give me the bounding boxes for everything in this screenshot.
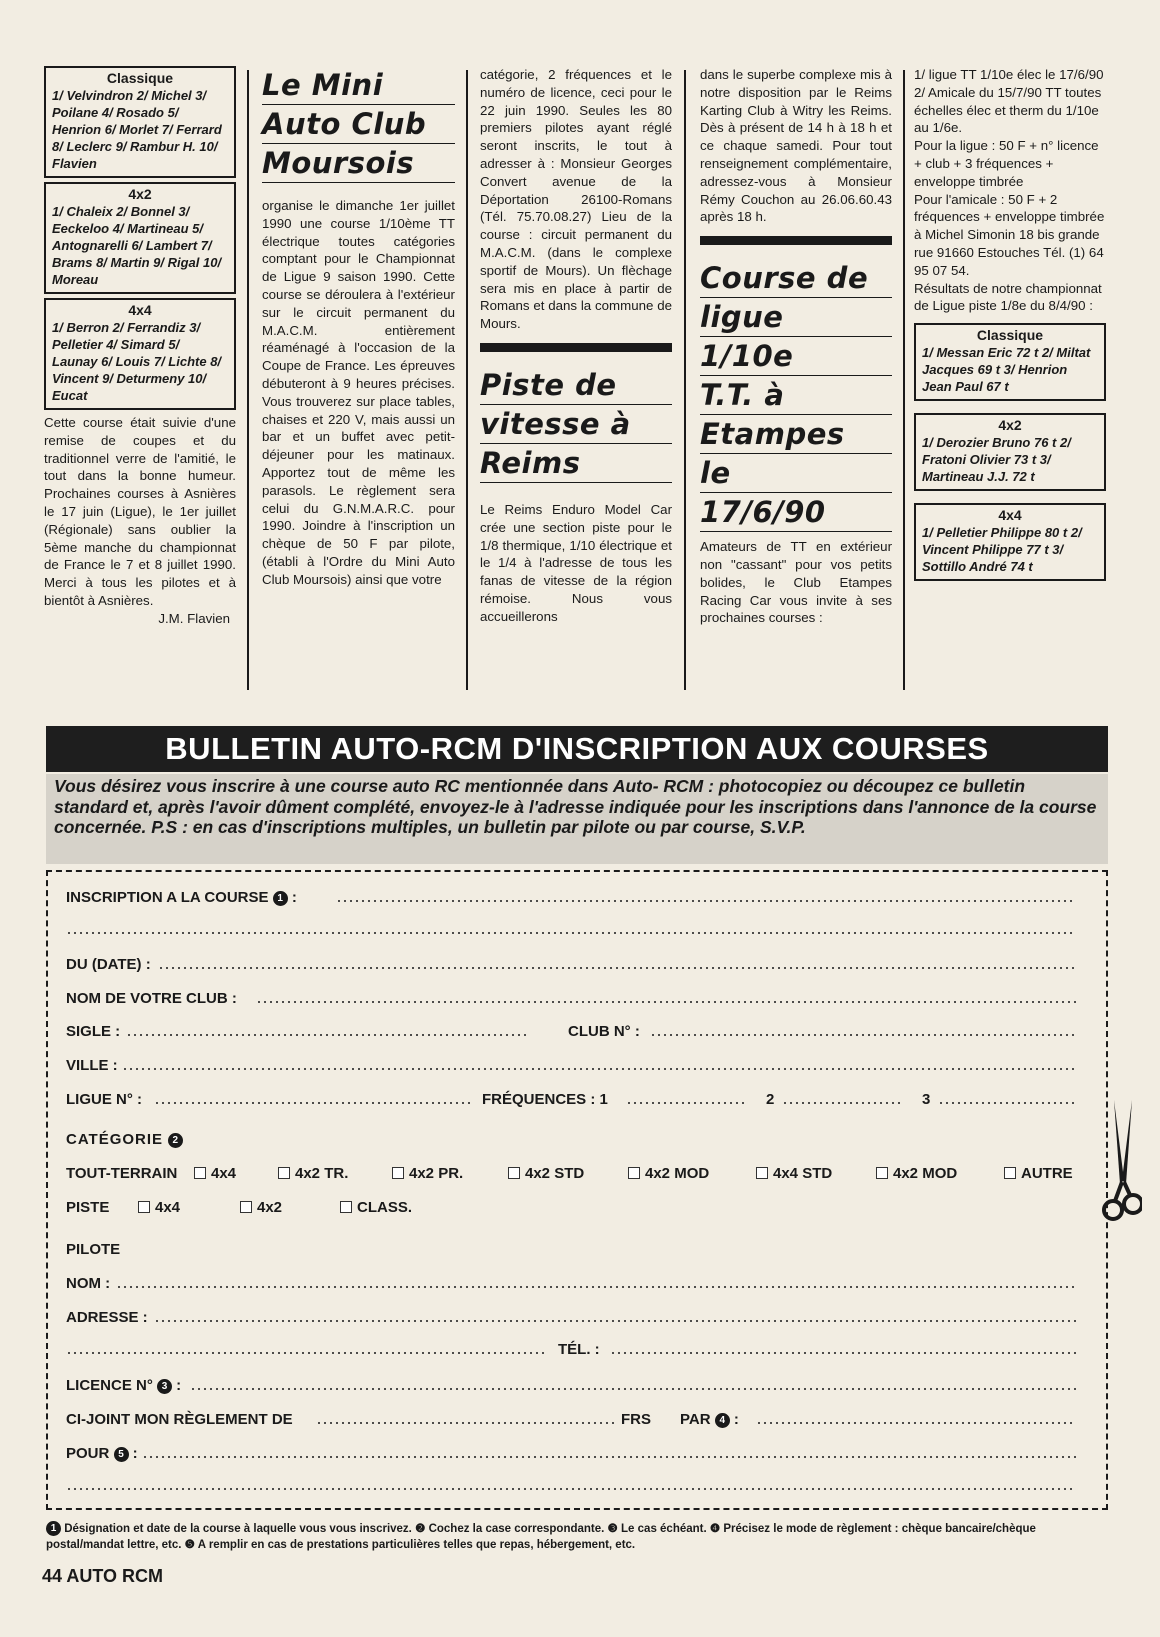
- registration-form: [46, 870, 1108, 1510]
- section-rule: [700, 236, 892, 245]
- field-label: LIGUE N° :: [66, 1091, 142, 1108]
- headline-line: Piste de: [480, 366, 672, 405]
- field-label: 3: [922, 1091, 931, 1108]
- field-label: DU (DATE) :: [66, 956, 151, 973]
- checkbox-piste-class[interactable]: CLASS.: [340, 1198, 412, 1218]
- bulletin-title: BULLETIN AUTO-RCM D'INSCRIPTION AUX COURSES: [46, 726, 1108, 772]
- field-tout-terrain: [66, 1164, 1076, 1184]
- reglement-input[interactable]: [316, 1422, 616, 1424]
- footnote-marker: 1: [273, 891, 288, 906]
- headline-line: ligue: [700, 298, 892, 337]
- field-label: 2: [766, 1091, 775, 1108]
- field-categorie: [66, 1130, 1076, 1150]
- column-2: [262, 66, 455, 589]
- column-divider: [466, 70, 468, 690]
- results-box-4x2: [44, 182, 236, 294]
- field-ligue: [66, 1090, 1076, 1110]
- field-label: PILOTE: [66, 1241, 121, 1258]
- footnote-marker: 4: [715, 1413, 730, 1428]
- field-piste: [66, 1198, 1076, 1218]
- field-label: SIGLE :: [66, 1023, 121, 1040]
- bulletin-intro: Vous désirez vous inscrire à une course auto RC mentionnée dans Auto- RCM : photocopiez ou découpez ce bulletin standard et, après l'avoir dûment complété, envoyez-le à l'adresse indiquée pour les inscriptions dans l'annonce de la course concernée. P.S : en cas d'inscriptions multiples, un bulletin par pilote ou par course, S.V.P.: [46, 774, 1108, 864]
- headline-mini-auto-club: [262, 66, 455, 183]
- club-name-input[interactable]: [256, 1001, 1076, 1003]
- nom-input[interactable]: [116, 1286, 1076, 1288]
- footnote-marker: 1: [46, 1521, 61, 1536]
- checkbox-tt-4x2-mod-2[interactable]: 4x2 MOD: [876, 1164, 957, 1184]
- column-3: [480, 66, 672, 626]
- section-rule: [480, 343, 672, 352]
- footnote-marker: 3: [157, 1379, 172, 1394]
- results-text: 1/ Pelletier Philippe 80 t 2/ Vincent Philippe 77 t 3/ Sottillo André 74 t: [922, 525, 1082, 575]
- payment-mode-input[interactable]: [756, 1422, 1076, 1424]
- article-text: dans le superbe complexe mis à notre disposition par le Reims Karting Club à Witry les Reims. Dès à présent de 14 h à 18 h et ce chaque samedi. Pour tout renseignement complémentaire, adressez-vous à Monsieur Rémy Couchon au 26.06.60.43 après 18 h.: [700, 67, 892, 225]
- ville-input[interactable]: [122, 1068, 1076, 1070]
- headline-course-ligue: [700, 259, 892, 532]
- field-label: FRÉQUENCES : 1: [482, 1091, 608, 1108]
- field-label: PAR: [680, 1411, 711, 1428]
- field-inscription-line2: [66, 920, 1076, 940]
- column-1: [44, 66, 236, 628]
- frequency-3-input[interactable]: [938, 1102, 1076, 1104]
- results-title: 4x2: [128, 186, 152, 202]
- results-title: 4x2: [998, 417, 1022, 434]
- results-text: 1/ Berron 2/ Ferrandiz 3/ Pelletier 4/ Simard 5/ Launay 6/ Louis 7/ Lichte 8/ Vincent 9/ Deturmeny 10/ Eucat: [52, 320, 222, 403]
- field-label: POUR: [66, 1445, 110, 1462]
- results-text: 1/ Velvindron 2/ Michel 3/ Poilane 4/ Rosado 5/ Henrion 6/ Morlet 7/ Ferrard 8/ Leclerc 9/ Rambur H. 10/ Flavien: [52, 88, 222, 171]
- headline-line: le: [700, 454, 892, 493]
- field-pour-line2: [66, 1476, 1076, 1496]
- field-date: [66, 955, 1076, 975]
- results-title: Classique: [106, 70, 174, 86]
- headline-line: 17/6/90: [700, 493, 892, 532]
- field-ville: [66, 1056, 1076, 1076]
- field-label: CI-JOINT MON RÈGLEMENT DE: [66, 1411, 293, 1428]
- field-reglement: CI-JOINT MON RÈGLEMENT DE FRS PAR 4 :: [66, 1410, 1076, 1430]
- article-text: catégorie, 2 fréquences et le numéro de licence, ceci pour le 22 juin 1990. Seules les 80 premiers pilotes ayant réglé seront inscrits, le tout à adresser à : Monsieur Georges Convert avenue de la Déportation 26100-Romans (Tél. 75.70.08.27) Lieu de la course : circuit permanent du M.A.C.M. (dans le complexe sportif de Mours). Un flèchage sera mis en place à partir de Romans et dans la commune de Mours.: [480, 67, 672, 332]
- footnote-marker: 5: [114, 1447, 129, 1462]
- article-signature: J.M. Flavien: [158, 610, 230, 626]
- field-adresse: [66, 1308, 1076, 1328]
- article-text: Amateurs de TT en extérieur non "cassant" pour vos petits bolides, le Club Etampes Racing Car vous invite à ses prochaines courses :: [700, 539, 892, 626]
- headline-line: Reims: [480, 444, 672, 483]
- field-nom: [66, 1274, 1076, 1294]
- field-label: TÉL. :: [558, 1341, 600, 1358]
- field-label: CATÉGORIE: [66, 1131, 164, 1148]
- headline-line: Etampes: [700, 415, 892, 454]
- checkbox-tt-4x4-std[interactable]: 4x4 STD: [756, 1164, 832, 1184]
- results-text: 1/ Messan Eric 72 t 2/ Miltat Jacques 69 t 3/ Henrion Jean Paul 67 t: [922, 345, 1091, 395]
- results-box-4x2: [914, 413, 1106, 491]
- field-inscription: INSCRIPTION A LA COURSE 1 :: [66, 888, 1076, 908]
- column-divider: [684, 70, 686, 690]
- headline-piste-reims: [480, 366, 672, 483]
- field-pour: POUR 5 :: [66, 1444, 1076, 1464]
- results-box-classique: [44, 66, 236, 178]
- ligue-input[interactable]: [154, 1102, 474, 1104]
- results-text: 1/ Chaleix 2/ Bonnel 3/ Eeckeloo 4/ Martineau 5/ Antognarelli 6/ Lambert 7/ Brams 8/ Martin 9/ Rigal 10/ Moreau: [52, 204, 222, 287]
- field-sigle: [66, 1022, 1076, 1042]
- date-input[interactable]: [158, 967, 1076, 969]
- column-4: [700, 66, 892, 627]
- checkbox-tt-4x2-std[interactable]: 4x2 STD: [508, 1164, 584, 1184]
- page-number: 44 AUTO RCM: [42, 1566, 164, 1586]
- headline-line: Course de: [700, 259, 892, 298]
- frequency-2-input[interactable]: [782, 1102, 902, 1104]
- headline-line: vitesse à: [480, 405, 672, 444]
- checkbox-piste-4x4[interactable]: 4x4: [138, 1198, 180, 1218]
- results-box-4x4: [44, 298, 236, 410]
- footnotes: [46, 1521, 1108, 1553]
- scissors-icon: [1102, 1100, 1142, 1240]
- pour-input-line2[interactable]: [66, 1488, 1076, 1490]
- field-pilote: [66, 1240, 1076, 1260]
- field-licence: LICENCE N° 3 :: [66, 1376, 1076, 1396]
- adresse-input-line2[interactable]: [66, 1352, 546, 1354]
- field-label: ADRESSE :: [66, 1309, 148, 1326]
- field-label: NOM :: [66, 1275, 111, 1292]
- pour-input[interactable]: [142, 1456, 1076, 1458]
- footnote-marker: 2: [168, 1133, 183, 1148]
- checkbox-tt-4x2-mod[interactable]: 4x2 MOD: [628, 1164, 709, 1184]
- footnotes-text: Désignation et date de la course à laquelle vous vous inscrivez. ❷ Cochez la case correspondante. ❸ Le cas échéant. ❹ Précisez le mode de règlement : chèque bancaire/chèque postal/mandat lettre, etc. ❺ A remplir en cas de prestations particulières telles que repas, hébergement, etc.: [46, 1523, 1036, 1551]
- inscription-input-line2[interactable]: [66, 932, 1076, 934]
- field-label: CLUB N° :: [568, 1023, 640, 1040]
- tel-input[interactable]: [610, 1352, 1076, 1354]
- headline-line: Moursois: [262, 144, 455, 183]
- results-text: 1/ Derozier Bruno 76 t 2/ Fratoni Olivier 73 t 3/ Martineau J.J. 72 t: [922, 435, 1071, 485]
- licence-input[interactable]: [190, 1388, 1076, 1390]
- inscription-input[interactable]: [336, 900, 1076, 902]
- field-label: LICENCE N°: [66, 1377, 153, 1394]
- field-label: VILLE :: [66, 1057, 118, 1074]
- field-label: TOUT-TERRAIN: [66, 1165, 178, 1182]
- field-club-name: [66, 989, 1076, 1009]
- article-text: 1/ ligue TT 1/10e élec le 17/6/90 2/ Amicale du 15/7/90 TT toutes échelles élec et therm du 1/10e au 1/6e. Pour la ligue : 50 F + n° licence + club + 3 fréquences + enveloppe timbrée Pour l'amicale : 50 F + 2 fréquences + enveloppe timbrée à Michel Simonin 18 bis grande rue 91660 Estouches Tél. (1) 64 95 07 54. Résultats de notre championnat de Ligue piste 1/8e du 8/4/90 :: [914, 67, 1105, 314]
- field-label: NOM DE VOTRE CLUB :: [66, 990, 237, 1007]
- results-box-classique: [914, 323, 1106, 401]
- field-tel: [66, 1340, 1076, 1360]
- column-divider: [903, 70, 905, 690]
- checkbox-tt-4x2-tr[interactable]: 4x2 TR.: [278, 1164, 348, 1184]
- checkbox-tt-4x2-pr[interactable]: 4x2 PR.: [392, 1164, 463, 1184]
- checkbox-piste-4x2[interactable]: 4x2: [240, 1198, 282, 1218]
- sigle-input[interactable]: [126, 1034, 526, 1036]
- results-title: 4x4: [128, 302, 152, 318]
- column-divider: [247, 70, 249, 690]
- results-title: Classique: [976, 327, 1044, 344]
- checkbox-tt-4x4[interactable]: 4x4: [194, 1164, 236, 1184]
- field-label: FRS: [621, 1411, 651, 1428]
- article-text: Le Reims Enduro Model Car crée une section piste pour le 1/8 thermique, 1/10 électrique et le 1/4 à l'adresse de tous les fanas de vitesse de la région rémoise. Nous vous accueillerons: [480, 501, 672, 624]
- frequency-1-input[interactable]: [626, 1102, 746, 1104]
- headline-line: Auto Club: [262, 105, 455, 144]
- article-text: organise le dimanche 1er juillet 1990 une course 1/10ème TT électrique toutes catégories comptant pour le Championnat de Ligue 9 saison 1990. Cette course se déroulera à l'extérieur sur le circuit permanent du M.A.C.M. entièrement réaménagé à l'occasion de la Coupe de France. Les épreuves débuteront à 9 heures précises. Vous trouverez sur place tables, chaises et 220 V, mais aussi un bar et un buffet avec petit-déjeuner pour les matinaux. Apportez tout de même les parasols. Le règlement sera celui du G.N.M.A.R.C. pour 1990. Joindre à l'inscription un chèque de 50 F par pilote, (établi à l'Ordre du Mini Auto Club Moursois) ainsi que votre: [262, 198, 455, 587]
- results-title: 4x4: [998, 507, 1022, 524]
- club-number-input[interactable]: [650, 1034, 1076, 1036]
- adresse-input[interactable]: [154, 1320, 1076, 1322]
- article-text: Cette course était suivie d'une remise de coupes et du traditionnel verre de l'amitié, le tout dans la bonne humeur. Prochaines courses à Asnières le 17 juin (Ligue), le 1er juillet (Régionale) sans oublier la 5ème manche du championnat de France le 7 et 8 juillet 1990. Merci à tous les pilotes et à bientôt à Asnières.: [44, 415, 236, 608]
- field-label: INSCRIPTION A LA COURSE: [66, 889, 269, 906]
- column-5: [914, 66, 1106, 585]
- checkbox-tt-autre[interactable]: AUTRE: [1004, 1164, 1073, 1184]
- headline-line: Le Mini: [262, 66, 455, 105]
- results-box-4x4: [914, 503, 1106, 581]
- headline-line: T.T. à: [700, 376, 892, 415]
- field-label: PISTE: [66, 1199, 110, 1216]
- headline-line: 1/10e: [700, 337, 892, 376]
